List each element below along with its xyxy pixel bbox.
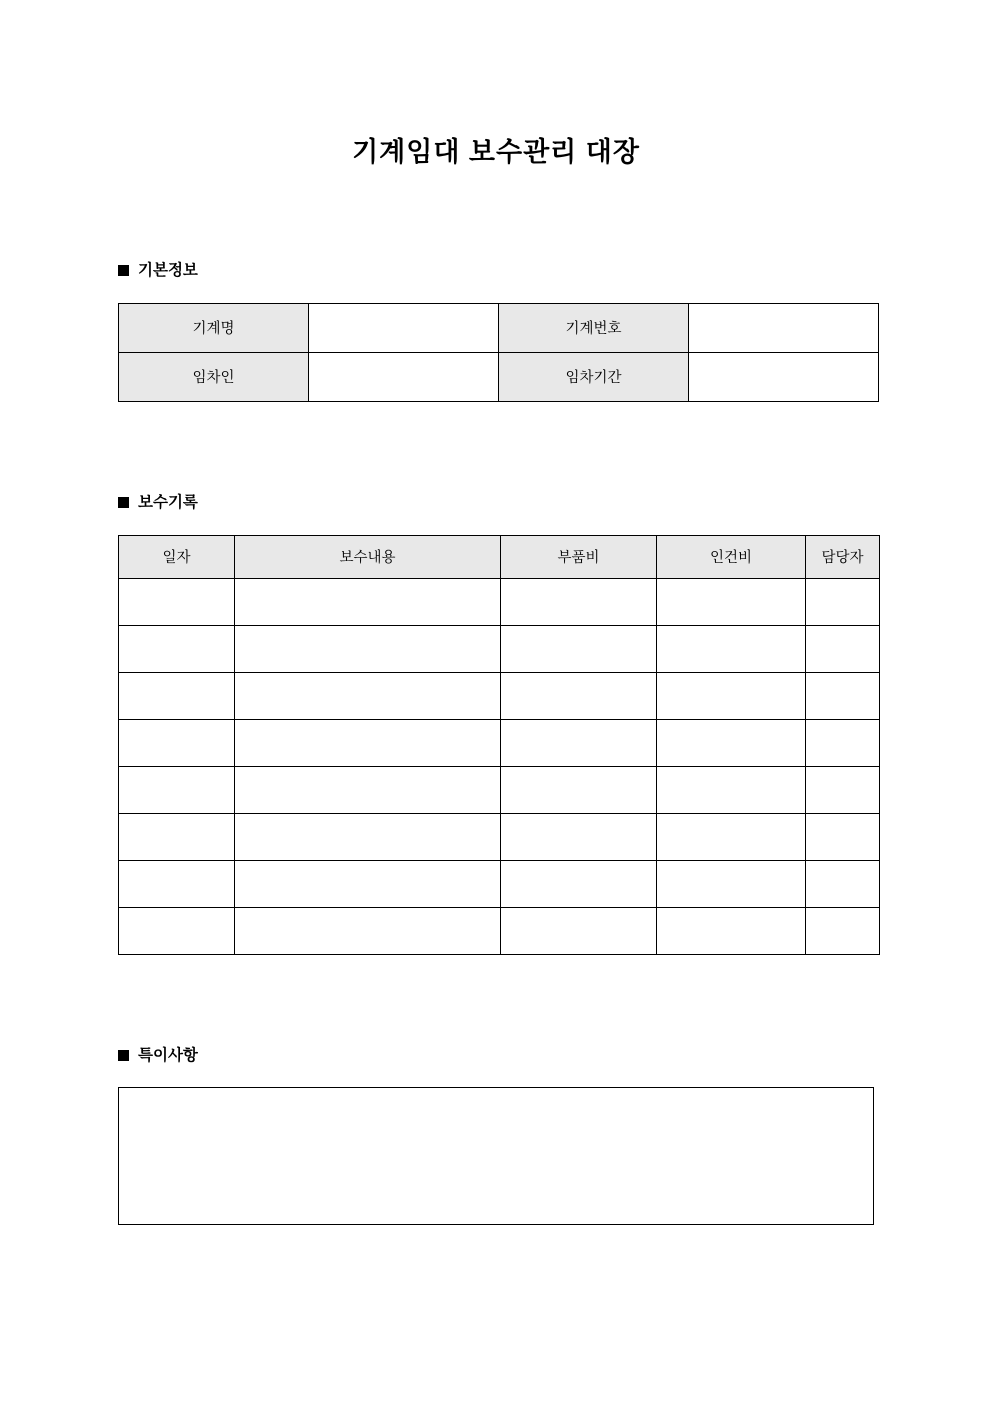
table-row xyxy=(119,672,880,719)
basic-info-table xyxy=(118,303,879,402)
section-heading-basic-info xyxy=(0,168,992,281)
cell-date[interactable] xyxy=(119,672,235,719)
section-heading-repair-records xyxy=(0,402,992,513)
cell-label-lessee: 임차인 xyxy=(119,352,309,401)
cell-person-in-charge[interactable] xyxy=(806,907,880,954)
cell-parts-cost[interactable] xyxy=(501,860,657,907)
cell-repair-content[interactable] xyxy=(235,625,501,672)
cell-person-in-charge[interactable] xyxy=(806,860,880,907)
table-row xyxy=(119,625,880,672)
column-header-labor-cost: 인건비 xyxy=(657,535,806,578)
cell-date[interactable] xyxy=(119,766,235,813)
column-header-date: 일자 xyxy=(119,535,235,578)
cell-person-in-charge[interactable] xyxy=(806,766,880,813)
cell-date[interactable] xyxy=(119,578,235,625)
cell-labor-cost[interactable] xyxy=(657,860,806,907)
cell-labor-cost[interactable] xyxy=(657,578,806,625)
column-header-person-in-charge: 담당자 xyxy=(806,535,880,578)
cell-value-machine-number[interactable] xyxy=(689,303,879,352)
cell-person-in-charge[interactable] xyxy=(806,578,880,625)
column-header-parts-cost: 부품비 xyxy=(501,535,657,578)
cell-person-in-charge[interactable] xyxy=(806,719,880,766)
square-bullet-icon xyxy=(118,497,129,508)
section-label-repair-records: 보수기록 xyxy=(138,493,198,511)
cell-label-machine-name: 기계명 xyxy=(119,303,309,352)
cell-date[interactable] xyxy=(119,860,235,907)
cell-repair-content[interactable] xyxy=(235,578,501,625)
cell-labor-cost[interactable] xyxy=(657,766,806,813)
cell-value-lessee[interactable] xyxy=(309,352,499,401)
table-row xyxy=(119,860,880,907)
cell-labor-cost[interactable] xyxy=(657,907,806,954)
cell-labor-cost[interactable] xyxy=(657,625,806,672)
square-bullet-icon xyxy=(118,1050,129,1061)
table-row xyxy=(119,578,880,625)
cell-parts-cost[interactable] xyxy=(501,719,657,766)
table-row xyxy=(119,352,879,401)
section-heading-notes xyxy=(0,955,992,1066)
cell-labor-cost[interactable] xyxy=(657,813,806,860)
cell-date[interactable] xyxy=(119,719,235,766)
cell-parts-cost[interactable] xyxy=(501,766,657,813)
cell-repair-content[interactable] xyxy=(235,766,501,813)
repair-records-table xyxy=(118,535,880,955)
notes-textarea[interactable] xyxy=(118,1087,874,1225)
page-title: 기계임대 보수관리 대장 xyxy=(352,137,640,167)
table-row xyxy=(119,813,880,860)
cell-parts-cost[interactable] xyxy=(501,625,657,672)
cell-parts-cost[interactable] xyxy=(501,813,657,860)
cell-parts-cost[interactable] xyxy=(501,578,657,625)
section-label-basic-info: 기본정보 xyxy=(138,262,198,280)
cell-date[interactable] xyxy=(119,907,235,954)
column-header-repair-content: 보수내용 xyxy=(235,535,501,578)
cell-date[interactable] xyxy=(119,813,235,860)
cell-repair-content[interactable] xyxy=(235,719,501,766)
cell-label-lease-period: 임차기간 xyxy=(499,352,689,401)
cell-parts-cost[interactable] xyxy=(501,907,657,954)
section-label-notes: 특이사항 xyxy=(138,1046,198,1064)
cell-repair-content[interactable] xyxy=(235,907,501,954)
table-row xyxy=(119,766,880,813)
square-bullet-icon xyxy=(118,265,129,276)
cell-date[interactable] xyxy=(119,625,235,672)
cell-person-in-charge[interactable] xyxy=(806,625,880,672)
table-row xyxy=(119,303,879,352)
cell-value-lease-period[interactable] xyxy=(689,352,879,401)
table-row xyxy=(119,719,880,766)
cell-person-in-charge[interactable] xyxy=(806,813,880,860)
cell-labor-cost[interactable] xyxy=(657,719,806,766)
cell-label-machine-number: 기계번호 xyxy=(499,303,689,352)
table-row xyxy=(119,907,880,954)
cell-repair-content[interactable] xyxy=(235,860,501,907)
cell-repair-content[interactable] xyxy=(235,813,501,860)
cell-value-machine-name[interactable] xyxy=(309,303,499,352)
table-header-row xyxy=(119,535,880,578)
cell-parts-cost[interactable] xyxy=(501,672,657,719)
cell-labor-cost[interactable] xyxy=(657,672,806,719)
cell-repair-content[interactable] xyxy=(235,672,501,719)
cell-person-in-charge[interactable] xyxy=(806,672,880,719)
